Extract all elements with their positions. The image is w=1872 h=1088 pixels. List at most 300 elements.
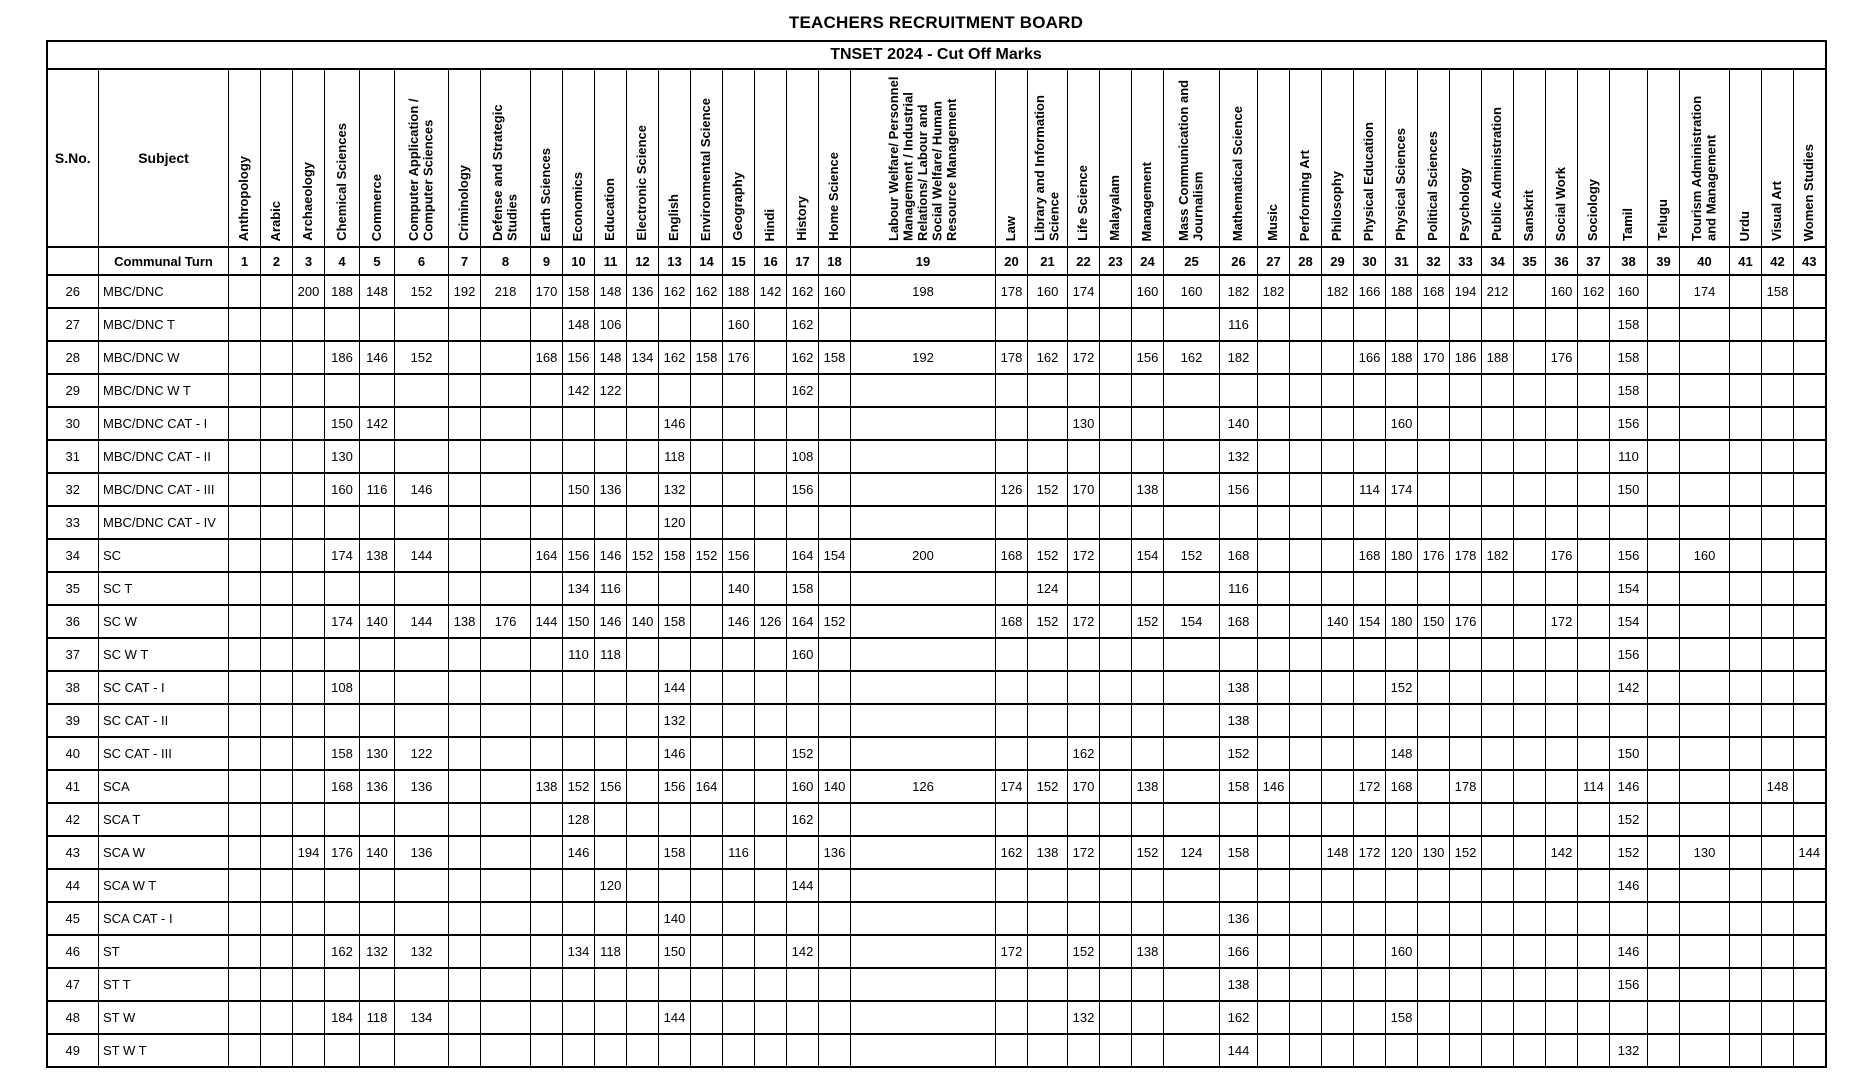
mark-cell xyxy=(755,1034,787,1067)
mark-cell xyxy=(1418,968,1450,1001)
mark-cell xyxy=(1578,374,1610,407)
column-header-label: Urdu xyxy=(1737,210,1753,241)
mark-cell: 134 xyxy=(563,935,595,968)
mark-cell xyxy=(1794,539,1826,572)
mark-cell xyxy=(1730,671,1762,704)
mark-cell xyxy=(1648,341,1680,374)
mark-cell xyxy=(691,1001,723,1034)
mark-cell xyxy=(691,374,723,407)
mark-cell: 166 xyxy=(1220,935,1258,968)
mark-cell xyxy=(481,374,531,407)
mark-cell xyxy=(627,770,659,803)
mark-cell: 138 xyxy=(449,605,481,638)
mark-cell xyxy=(1680,902,1730,935)
mark-cell xyxy=(1730,539,1762,572)
mark-cell xyxy=(449,1001,481,1034)
column-header-label: Economics xyxy=(570,171,586,241)
mark-cell xyxy=(1164,407,1220,440)
mark-cell xyxy=(1290,1001,1322,1034)
mark-cell xyxy=(595,440,627,473)
mark-cell: 158 xyxy=(659,605,691,638)
mark-cell: 126 xyxy=(996,473,1028,506)
mark-cell xyxy=(229,935,261,968)
mark-cell xyxy=(531,836,563,869)
mark-cell xyxy=(723,1001,755,1034)
mark-cell xyxy=(1482,803,1514,836)
mark-cell: 188 xyxy=(1482,341,1514,374)
mark-cell xyxy=(325,902,360,935)
category-cell: SC W xyxy=(99,605,229,638)
mark-cell: 172 xyxy=(1354,836,1386,869)
mark-cell xyxy=(851,374,996,407)
mark-cell xyxy=(1418,506,1450,539)
mark-cell xyxy=(1322,440,1354,473)
mark-cell xyxy=(1354,671,1386,704)
communal-turn-number: 40 xyxy=(1680,247,1730,275)
mark-cell xyxy=(563,704,595,737)
mark-cell xyxy=(229,605,261,638)
mark-cell xyxy=(1290,605,1322,638)
mark-cell xyxy=(627,902,659,935)
mark-cell xyxy=(261,671,293,704)
mark-cell xyxy=(1290,671,1322,704)
communal-turn-number: 3 xyxy=(293,247,325,275)
mark-cell xyxy=(1514,473,1546,506)
mark-cell xyxy=(360,902,395,935)
mark-cell: 178 xyxy=(1450,770,1482,803)
mark-cell: 136 xyxy=(360,770,395,803)
mark-cell xyxy=(1132,1001,1164,1034)
mark-cell xyxy=(1450,374,1482,407)
mark-cell xyxy=(1762,803,1794,836)
mark-cell xyxy=(1322,473,1354,506)
mark-cell xyxy=(395,902,449,935)
mark-cell xyxy=(755,671,787,704)
sno-cell: 47 xyxy=(47,968,99,1001)
column-header-label: Tourism Administration and Management xyxy=(1688,95,1719,241)
mark-cell xyxy=(395,308,449,341)
mark-cell xyxy=(1482,836,1514,869)
mark-cell xyxy=(1680,968,1730,1001)
mark-cell: 108 xyxy=(787,440,819,473)
mark-cell xyxy=(531,737,563,770)
sno-cell: 35 xyxy=(47,572,99,605)
mark-cell: 162 xyxy=(787,803,819,836)
mark-cell xyxy=(1290,704,1322,737)
column-header-label: Telugu xyxy=(1655,199,1671,241)
mark-cell xyxy=(723,374,755,407)
mark-cell xyxy=(1386,572,1418,605)
mark-cell xyxy=(1680,1034,1730,1067)
mark-cell xyxy=(1450,737,1482,770)
mark-cell xyxy=(1680,803,1730,836)
mark-cell: 122 xyxy=(595,374,627,407)
mark-cell: 162 xyxy=(1164,341,1220,374)
mark-cell xyxy=(1514,671,1546,704)
mark-cell xyxy=(229,1034,261,1067)
mark-cell xyxy=(1546,704,1578,737)
mark-cell xyxy=(261,407,293,440)
mark-cell xyxy=(996,374,1028,407)
mark-cell xyxy=(627,374,659,407)
communal-turn-number: 18 xyxy=(819,247,851,275)
mark-cell xyxy=(1578,473,1610,506)
communal-turn-number: 1 xyxy=(229,247,261,275)
mark-cell xyxy=(481,308,531,341)
mark-cell: 158 xyxy=(1610,374,1648,407)
mark-cell xyxy=(723,935,755,968)
mark-cell: 164 xyxy=(787,605,819,638)
mark-cell: 154 xyxy=(1354,605,1386,638)
mark-cell: 176 xyxy=(1418,539,1450,572)
mark-cell xyxy=(1610,902,1648,935)
table-row xyxy=(47,341,1826,374)
table-row xyxy=(47,440,1826,473)
mark-cell xyxy=(627,308,659,341)
category-cell: MBC/DNC CAT - II xyxy=(99,440,229,473)
mark-cell xyxy=(481,770,531,803)
category-cell: ST W xyxy=(99,1001,229,1034)
mark-cell xyxy=(531,473,563,506)
mark-cell xyxy=(819,935,851,968)
mark-cell xyxy=(819,572,851,605)
category-cell: MBC/DNC W T xyxy=(99,374,229,407)
mark-cell: 156 xyxy=(1610,539,1648,572)
mark-cell xyxy=(1100,506,1132,539)
column-header-subject: Subject xyxy=(99,69,229,247)
column-header-14 xyxy=(691,69,723,247)
mark-cell xyxy=(1100,638,1132,671)
mark-cell xyxy=(1730,770,1762,803)
mark-cell: 156 xyxy=(1610,968,1648,1001)
mark-cell xyxy=(1730,869,1762,902)
mark-cell: 166 xyxy=(1354,275,1386,308)
mark-cell xyxy=(1164,671,1220,704)
mark-cell: 160 xyxy=(723,308,755,341)
mark-cell xyxy=(1482,902,1514,935)
mark-cell: 152 xyxy=(1132,605,1164,638)
mark-cell xyxy=(659,638,691,671)
mark-cell xyxy=(449,638,481,671)
mark-cell xyxy=(1648,902,1680,935)
mark-cell xyxy=(1648,671,1680,704)
table-title-row xyxy=(47,41,1826,69)
mark-cell: 158 xyxy=(1610,341,1648,374)
mark-cell: 116 xyxy=(1220,572,1258,605)
column-header-34 xyxy=(1482,69,1514,247)
mark-cell xyxy=(325,869,360,902)
mark-cell xyxy=(1258,1001,1290,1034)
mark-cell xyxy=(996,671,1028,704)
mark-cell xyxy=(1028,638,1068,671)
mark-cell xyxy=(229,473,261,506)
mark-cell xyxy=(1132,572,1164,605)
mark-cell xyxy=(691,506,723,539)
mark-cell: 158 xyxy=(659,836,691,869)
sno-cell: 45 xyxy=(47,902,99,935)
mark-cell: 152 xyxy=(1028,473,1068,506)
column-header-label: Labour Welfare/ Personnel Management / Industrial Relations/ Labour and Social Welfare/ Human Resource Management xyxy=(885,76,959,241)
mark-cell: 150 xyxy=(325,407,360,440)
mark-cell xyxy=(1730,704,1762,737)
mark-cell xyxy=(1514,935,1546,968)
mark-cell: 144 xyxy=(787,869,819,902)
mark-cell xyxy=(691,638,723,671)
table-row xyxy=(47,968,1826,1001)
mark-cell xyxy=(1258,605,1290,638)
mark-cell xyxy=(293,605,325,638)
mark-cell xyxy=(1546,1034,1578,1067)
mark-cell xyxy=(449,572,481,605)
column-header-label: Visual Art xyxy=(1769,181,1785,241)
mark-cell xyxy=(481,341,531,374)
mark-cell xyxy=(1290,341,1322,374)
mark-cell xyxy=(1680,407,1730,440)
mark-cell: 146 xyxy=(659,737,691,770)
communal-turn-number: 21 xyxy=(1028,247,1068,275)
mark-cell xyxy=(819,1034,851,1067)
column-header-41 xyxy=(1730,69,1762,247)
mark-cell xyxy=(1450,671,1482,704)
mark-cell xyxy=(1794,737,1826,770)
communal-empty-cell xyxy=(47,247,99,275)
mark-cell: 150 xyxy=(1418,605,1450,638)
mark-cell xyxy=(293,341,325,374)
mark-cell xyxy=(1132,440,1164,473)
mark-cell xyxy=(293,803,325,836)
mark-cell xyxy=(1450,407,1482,440)
mark-cell xyxy=(1762,308,1794,341)
mark-cell xyxy=(996,440,1028,473)
mark-cell xyxy=(449,902,481,935)
sno-cell: 27 xyxy=(47,308,99,341)
mark-cell xyxy=(1450,506,1482,539)
mark-cell xyxy=(1290,836,1322,869)
mark-cell xyxy=(787,704,819,737)
mark-cell xyxy=(851,737,996,770)
mark-cell: 192 xyxy=(851,341,996,374)
mark-cell: 150 xyxy=(563,473,595,506)
mark-cell xyxy=(1514,341,1546,374)
sno-cell: 43 xyxy=(47,836,99,869)
mark-cell: 114 xyxy=(1578,770,1610,803)
mark-cell xyxy=(1258,374,1290,407)
mark-cell xyxy=(755,407,787,440)
mark-cell xyxy=(1164,308,1220,341)
column-header-43 xyxy=(1794,69,1826,247)
mark-cell xyxy=(1100,737,1132,770)
mark-cell xyxy=(1730,605,1762,638)
mark-cell xyxy=(755,539,787,572)
mark-cell xyxy=(1578,407,1610,440)
table-row xyxy=(47,374,1826,407)
mark-cell: 188 xyxy=(723,275,755,308)
communal-turn-number: 15 xyxy=(723,247,755,275)
mark-cell: 116 xyxy=(595,572,627,605)
communal-turn-number: 24 xyxy=(1132,247,1164,275)
mark-cell xyxy=(261,836,293,869)
mark-cell xyxy=(595,968,627,1001)
mark-cell: 144 xyxy=(395,539,449,572)
mark-cell xyxy=(1354,1034,1386,1067)
mark-cell xyxy=(1482,572,1514,605)
mark-cell: 172 xyxy=(1068,539,1100,572)
mark-cell xyxy=(1418,704,1450,737)
mark-cell: 152 xyxy=(1132,836,1164,869)
mark-cell xyxy=(261,737,293,770)
mark-cell xyxy=(531,803,563,836)
mark-cell: 218 xyxy=(481,275,531,308)
mark-cell: 168 xyxy=(325,770,360,803)
mark-cell xyxy=(755,638,787,671)
mark-cell xyxy=(1068,671,1100,704)
mark-cell xyxy=(531,704,563,737)
mark-cell xyxy=(1794,1001,1826,1034)
mark-cell xyxy=(691,671,723,704)
mark-cell xyxy=(1578,539,1610,572)
mark-cell xyxy=(1762,407,1794,440)
mark-cell xyxy=(293,935,325,968)
mark-cell xyxy=(1100,803,1132,836)
mark-cell xyxy=(755,341,787,374)
mark-cell xyxy=(1164,935,1220,968)
mark-cell xyxy=(1100,341,1132,374)
mark-cell xyxy=(1450,902,1482,935)
mark-cell: 160 xyxy=(325,473,360,506)
category-cell: SCA T xyxy=(99,803,229,836)
communal-turn-number: 26 xyxy=(1220,247,1258,275)
mark-cell xyxy=(787,836,819,869)
column-header-label: Defense and Strategic Studies xyxy=(489,104,520,241)
mark-cell xyxy=(996,737,1028,770)
column-header-label: Public Administration xyxy=(1489,107,1505,241)
column-header-12 xyxy=(627,69,659,247)
mark-cell xyxy=(360,803,395,836)
mark-cell xyxy=(1322,803,1354,836)
mark-cell xyxy=(1648,770,1680,803)
mark-cell xyxy=(481,506,531,539)
mark-cell xyxy=(1450,968,1482,1001)
mark-cell xyxy=(996,902,1028,935)
mark-cell xyxy=(659,1034,691,1067)
mark-cell xyxy=(1514,407,1546,440)
column-header-label: Mass Communication and Journalism xyxy=(1175,79,1206,241)
mark-cell xyxy=(563,1001,595,1034)
mark-cell xyxy=(1762,572,1794,605)
sno-cell: 48 xyxy=(47,1001,99,1034)
mark-cell xyxy=(1680,1001,1730,1034)
mark-cell xyxy=(595,902,627,935)
mark-cell xyxy=(1132,638,1164,671)
mark-cell: 186 xyxy=(325,341,360,374)
category-cell: SC xyxy=(99,539,229,572)
mark-cell xyxy=(627,440,659,473)
mark-cell xyxy=(531,308,563,341)
mark-cell xyxy=(723,902,755,935)
mark-cell xyxy=(325,506,360,539)
mark-cell xyxy=(481,836,531,869)
mark-cell xyxy=(1322,968,1354,1001)
mark-cell xyxy=(563,902,595,935)
mark-cell xyxy=(449,539,481,572)
mark-cell xyxy=(1578,671,1610,704)
mark-cell xyxy=(1730,440,1762,473)
mark-cell xyxy=(1578,572,1610,605)
mark-cell xyxy=(1100,671,1132,704)
mark-cell: 154 xyxy=(1164,605,1220,638)
column-header-label: Criminology xyxy=(456,165,472,241)
communal-turn-label: Communal Turn xyxy=(99,247,229,275)
mark-cell xyxy=(1578,836,1610,869)
mark-cell xyxy=(1578,506,1610,539)
column-header-25 xyxy=(1164,69,1220,247)
mark-cell xyxy=(691,1034,723,1067)
mark-cell xyxy=(1354,407,1386,440)
communal-turn-number: 10 xyxy=(563,247,595,275)
mark-cell xyxy=(481,737,531,770)
mark-cell xyxy=(1164,770,1220,803)
column-header-32 xyxy=(1418,69,1450,247)
mark-cell xyxy=(1794,968,1826,1001)
mark-cell xyxy=(1482,506,1514,539)
mark-cell xyxy=(1418,572,1450,605)
mark-cell xyxy=(723,440,755,473)
column-header-label: Women Studies xyxy=(1800,143,1816,241)
mark-cell xyxy=(395,968,449,1001)
mark-cell: 152 xyxy=(1028,539,1068,572)
mark-cell xyxy=(851,869,996,902)
mark-cell xyxy=(1068,968,1100,1001)
mark-cell xyxy=(1290,968,1322,1001)
mark-cell: 140 xyxy=(723,572,755,605)
mark-cell xyxy=(1482,308,1514,341)
mark-cell: 114 xyxy=(1354,473,1386,506)
column-header-2 xyxy=(261,69,293,247)
mark-cell xyxy=(1290,572,1322,605)
mark-cell xyxy=(481,440,531,473)
mark-cell: 176 xyxy=(325,836,360,869)
mark-cell xyxy=(723,473,755,506)
mark-cell: 162 xyxy=(996,836,1028,869)
mark-cell xyxy=(481,638,531,671)
mark-cell xyxy=(531,1001,563,1034)
mark-cell xyxy=(325,308,360,341)
mark-cell xyxy=(1418,737,1450,770)
mark-cell xyxy=(1648,1034,1680,1067)
category-cell: MBC/DNC CAT - IV xyxy=(99,506,229,539)
mark-cell xyxy=(1482,440,1514,473)
mark-cell: 136 xyxy=(395,836,449,869)
mark-cell xyxy=(229,671,261,704)
sno-cell: 40 xyxy=(47,737,99,770)
mark-cell xyxy=(1164,737,1220,770)
mark-cell: 162 xyxy=(1220,1001,1258,1034)
mark-cell xyxy=(1680,704,1730,737)
mark-cell: 152 xyxy=(563,770,595,803)
mark-cell: 110 xyxy=(1610,440,1648,473)
mark-cell: 154 xyxy=(819,539,851,572)
mark-cell xyxy=(1100,572,1132,605)
mark-cell xyxy=(1514,539,1546,572)
sno-cell: 42 xyxy=(47,803,99,836)
mark-cell xyxy=(229,440,261,473)
mark-cell xyxy=(1546,407,1578,440)
mark-cell xyxy=(1290,803,1322,836)
mark-cell xyxy=(1164,1001,1220,1034)
mark-cell xyxy=(1258,902,1290,935)
mark-cell xyxy=(851,473,996,506)
mark-cell xyxy=(1648,935,1680,968)
